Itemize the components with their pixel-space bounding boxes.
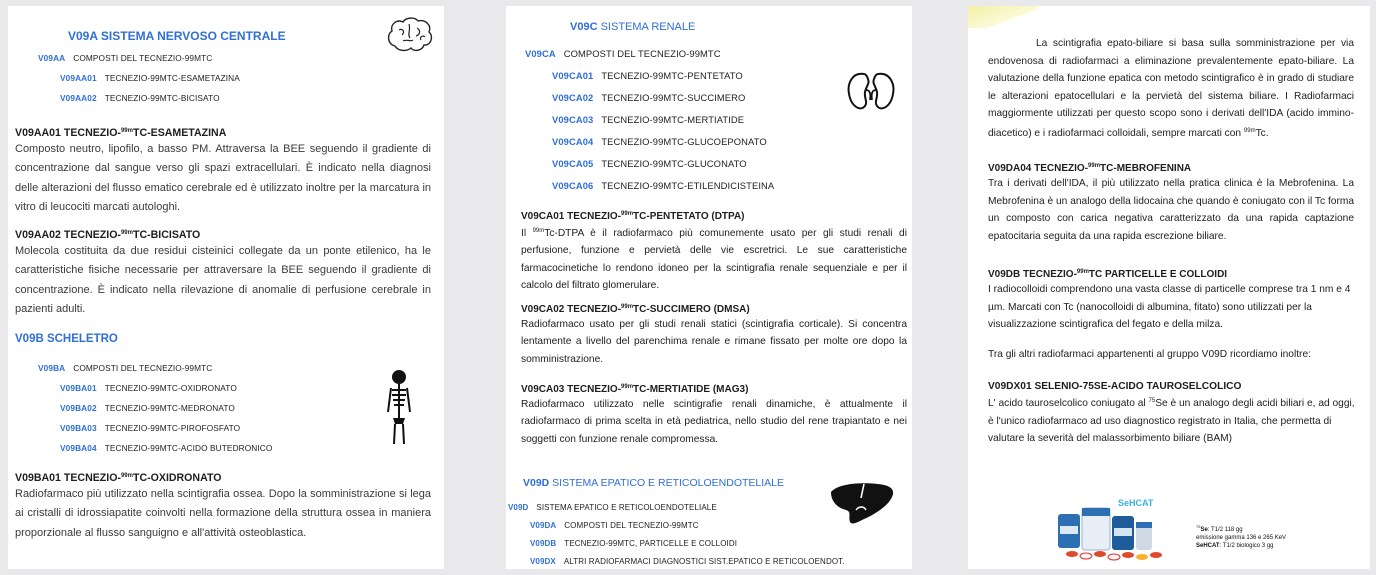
panel-sistema-nervoso-scheletro — [8, 6, 444, 569]
list-item: V09BA01 TECNEZIO-99MTC-OXIDRONATO — [60, 383, 237, 393]
list-item: V09BA04 TECNEZIO-99MTC-ACIDO BUTEDRONICO — [60, 443, 273, 453]
list-item: V09CA05 TECNEZIO-99MTC-GLUCONATO — [552, 158, 747, 169]
panel-sistema-epatobiliare — [968, 6, 1370, 569]
list-item: V09CA03 TECNEZIO-99MTC-MERTIATIDE — [552, 114, 745, 125]
section-title-v09b: V09B SCHELETRO — [15, 333, 118, 345]
list-item: V09DB TECNEZIO-99MTC, PARTICELLE E COLLOIDI — [530, 539, 738, 548]
list-item: V09BA02 TECNEZIO-99MTC-MEDRONATO — [60, 403, 235, 413]
entry-description: Il $^{99m}$Tc-DTPA è il radiofarmaco più comunemente usato per gli studi renali di perfusione, funzione e pervietà delle vie escretrici. Le sue caratteristiche farmacocinetiche lo rendono idoneo per la scintigrafia renale sequenziale e per il calcolo del filtrato glomerulare. — [521, 228, 907, 292]
entry-description: Radiofarmaco utilizzato nelle scintigrafie renali dinamiche, è attualmente il radiofarmaco di prima scelta in età pediatrica, nello studio del rene trapiantato e nei soggetti con funzione renale compromessa. — [521, 399, 907, 445]
list-item: V09DA COMPOSTI DEL TECNEZIO-99MTC — [530, 521, 699, 530]
product-brand: SeHCAT — [1118, 498, 1154, 508]
entry-heading: V09CA01 TECNEZIO-$^{99m}$TC-PENTETATO (DTPA) — [521, 211, 745, 222]
entry-description: I radiocolloidi comprendono una vasta classe di particelle comprese tra 1 nm e 4 µm. Marcati con Tc (nanocolloidi di albumina, fitato) sono utilizzati per la visualizzazione scintigrafica del fegato e della milza. — [988, 284, 1351, 331]
note-text: Tra gli altri radiofarmaci appartenenti al gruppo V09D ricordiamo inoltre: — [988, 349, 1311, 360]
list-item: V09AA COMPOSTI DEL TECNEZIO-99MTC — [38, 53, 213, 63]
entry-description: Radiofarmaco usato per gli studi renali statici (scintigrafia corticale). Si concentra lentamente a livello del parenchima renale e rimane fissato per molte ore dopo la somministrazione. — [521, 319, 907, 365]
section-title-v09c: V09C SISTEMA RENALE — [570, 21, 696, 33]
list-item: V09CA02 TECNEZIO-99MTC-SUCCIMERO — [552, 92, 746, 103]
entry-heading: V09BA01 TECNEZIO-$^{99m}$TC-OXIDRONATO — [15, 472, 222, 484]
section-title-v09a: V09A SISTEMA NERVOSO CENTRALE — [68, 29, 286, 43]
entry-heading: V09DA04 TECNEZIO-$^{99m}$TC-MEBROFENINA — [988, 163, 1192, 174]
list-item: V09CA COMPOSTI DEL TECNEZIO-99MTC — [525, 48, 721, 59]
entry-description: Radiofarmaco più utilizzato nella scintigrafia ossea. Dopo la somministrazione si lega ai cristalli di idrossiapatite coinvolti nella formazione della struttura ossea in maniera proporzionale al flusso sanguigno e all'attività osteoblastica. — [15, 488, 431, 539]
liver-icon — [828, 480, 896, 526]
list-item: V09BA03 TECNEZIO-99MTC-PIROFOSFATO — [60, 423, 241, 433]
sehcat-product-image — [1052, 494, 1182, 562]
skeleton-icon — [386, 368, 412, 446]
brain-icon — [385, 16, 435, 56]
entry-heading: V09AA01 TECNEZIO-$^{99m}$TC-ESAMETAZINA — [15, 127, 227, 139]
entry-heading: V09DX01 SELENIO-75SE-ACIDO TAUROSELCOLICO — [988, 381, 1242, 392]
page-fold-decoration — [968, 6, 1038, 28]
entry-heading: V09CA03 TECNEZIO-$^{99m}$TC-MERTIATIDE (MAG3) — [521, 384, 749, 395]
list-item: V09AA02 TECNEZIO-99MTC-BICISATO — [60, 93, 220, 103]
product-info: $^{75}$Se: T1/2 118 gg emissione gamma 136 e 265 KeV SeHCAT: T1/2 biologico 3 gg — [1196, 524, 1287, 549]
list-item: V09CA01 TECNEZIO-99MTC-PENTETATO — [552, 70, 743, 81]
entry-heading: V09DB TECNEZIO-$^{99m}$TC PARTICELLE E COLLOIDI — [988, 269, 1228, 280]
entry-description: Composto neutro, lipofilo, a basso PM. Attraversa la BEE seguendo il gradiente di concentrazione dal sangue verso gli spazi extracellulari. È indicato nella diagnosi delle alterazioni del flusso ematico cerebrale ed è utilizzato inoltre per la marcatura in vitro di leucociti marcati autologhi. — [15, 143, 431, 214]
list-item: V09D SISTEMA EPATICO E RETICOLOENDOTELIALE — [508, 503, 717, 512]
entry-heading: V09CA02 TECNEZIO-$^{99m}$TC-SUCCIMERO (DMSA) — [521, 304, 750, 315]
list-item: V09CA06 TECNEZIO-99MTC-ETILENDICISTEINA — [552, 180, 775, 191]
list-item: V09AA01 TECNEZIO-99MTC-ESAMETAZINA — [60, 73, 240, 83]
list-item: V09DX ALTRI RADIOFARMACI DIAGNOSTICI SIST.EPATICO E RETICOLOENDOT. — [530, 557, 845, 566]
section-title-v09d: V09D SISTEMA EPATICO E RETICOLOENDOTELIALE — [523, 477, 785, 489]
entry-heading: V09AA02 TECNEZIO-$^{99m}$TC-BICISATO — [15, 229, 201, 241]
kidneys-icon — [846, 68, 896, 114]
list-item: V09BA COMPOSTI DEL TECNEZIO-99MTC — [38, 363, 213, 373]
entry-description: Tra i derivati dell'IDA, il più utilizzato nella pratica clinica è la Mebrofenina. La Mebrofenina è un analogo della lidocaina che quando è coniugato con il Tc forma un composto con carica negativa caratterizzato da una rapida captazione epatocitaria seguita da una rapida escrezione biliare. — [988, 178, 1354, 242]
intro-paragraph: La scintigrafia epato-biliare si basa sulla somministrazione per via endovenosa di radiofarmaci a eliminazione prevalentemente epato-biliare. La valutazione della funzione epatica con metodo scintigrafico è in grado di studiare le alterazioni epatocellulari e la pervietà del sistema biliare. I Radiofarmaci maggiormente utilizzati per questo scopo sono i derivati dell'IDA (acido immino-diacetico) e i radiofarmaci colloidali, sempre marcati con $^{99m}$Tc. — [988, 38, 1354, 139]
entry-description: Molecola costituita da due residui cisteinici collegate da un ponte etilenico, ha le caratteristiche fisiche necessarie per attraversare la BEE seguendo il gradiente di concentrazione. È indicato nella rilevazione di anomalie di perfusione cerebrale in pazienti adulti. — [15, 245, 431, 316]
panel-sistema-renale-epatico — [506, 6, 912, 569]
list-item: V09CA04 TECNEZIO-99MTC-GLUCOEPONATO — [552, 136, 767, 147]
entry-description: L' acido tauroselcolico coniugato al $^{75}$Se è un analogo degli acidi biliari e, ad oggi, è l'unico radiofarmaco ad uso diagnostico registrato in Italia, che permetta di valutare la severità del malassorbimento biliare (BAM) — [988, 398, 1355, 445]
